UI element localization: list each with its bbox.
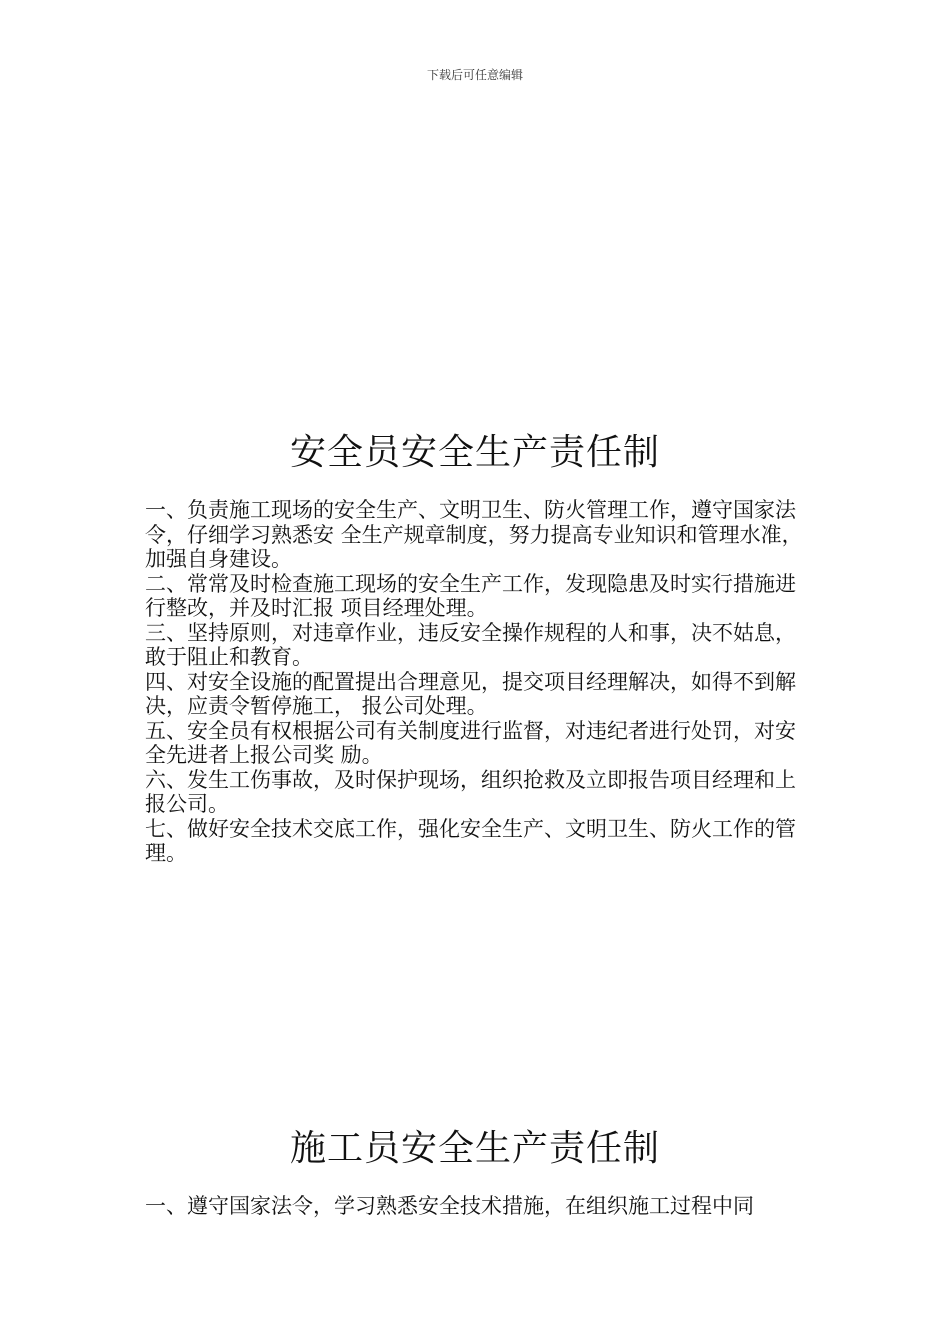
duty-item: 一、负责施工现场的安全生产、文明卫生、防火管理工作，遵守国家法令，仔细学习熟悉安 全生产规章制度，努力提高专业知识和管理水准，加强自身建设。 <box>145 498 803 571</box>
duty-item: 三、坚持原则，对违章作业，违反安全操作规程的人和事，决不姑息，敢于阻止和教育。 <box>145 620 796 669</box>
duty-item: 四、对安全设施的配置提出合理意见，提交项目经理解决，如得不到解决，应责令暂停施工， 报公司处理。 <box>145 669 796 718</box>
section-title-construction-worker: 施工员安全生产责任制 <box>289 1128 660 1169</box>
duty-item: 一、遵守国家法令，学习熟悉安全技术措施，在组织施工过程中同 <box>145 1194 754 1218</box>
duty-item: 六、发生工伤事故，及时保护现场，组织抢救及立即报告项目经理和上报公司。 <box>145 767 796 816</box>
duty-item: 五、安全员有权根据公司有关制度进行监督，对违纪者进行处罚，对安全先进者上报公司奖 励。 <box>145 718 796 767</box>
section-body-safety-officer <box>145 498 805 866</box>
section-body-construction-worker <box>145 1194 805 1219</box>
header-note: 下载后可任意编辑 <box>426 68 523 82</box>
duty-item: 二、常常及时检查施工现场的安全生产工作，发现隐患及时实行措施进行整改，并及时汇报 项目经理处理。 <box>145 571 796 620</box>
duty-item: 七、做好安全技术交底工作，强化安全生产、文明卫生、防火工作的管理。 <box>145 816 796 865</box>
section-title-safety-officer: 安全员安全生产责任制 <box>289 432 660 473</box>
